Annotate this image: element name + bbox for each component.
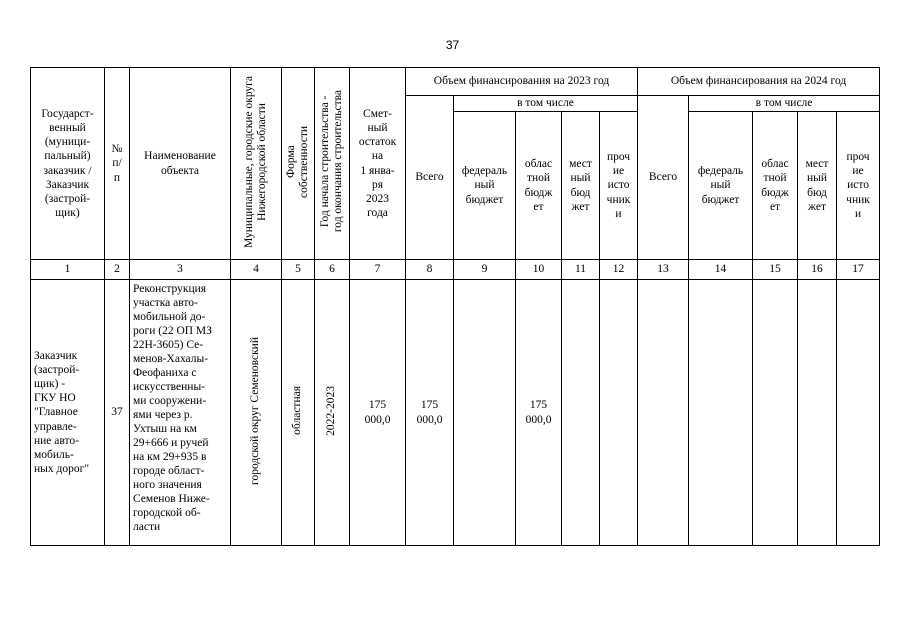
page-number: 37 (445, 38, 460, 52)
header-other-2023: проч ие исто чник и (600, 112, 638, 260)
row-regional-2024 (753, 280, 798, 546)
financing-table (30, 67, 880, 546)
row-local-2024 (798, 280, 837, 546)
col-num: 13 (638, 260, 689, 280)
col-num: 14 (689, 260, 753, 280)
header-incl-2023: в том числе (454, 96, 638, 112)
row-customer: Заказчик (застрой- щик) - ГКУ НО "Главное управле- ние авто- мобиль- ных дорог" (31, 280, 105, 546)
col-num: 4 (231, 260, 282, 280)
row-years: 2022-2023 (315, 280, 350, 546)
col-num: 9 (454, 260, 516, 280)
row-federal-2023 (454, 280, 516, 546)
col-num: 2 (105, 260, 130, 280)
row-ownership: областная (282, 280, 315, 546)
header-local-2023: мест ный бюд жет (562, 112, 600, 260)
table-row (31, 280, 880, 546)
header-number: № п/ п (105, 68, 130, 260)
col-num: 7 (350, 260, 406, 280)
col-num: 5 (282, 260, 315, 280)
header-federal-2024: федераль ный бюджет (689, 112, 753, 260)
row-estimate: 175 000,0 (350, 280, 406, 546)
header-years: Год начала строительства - год окончания строительства (315, 68, 350, 260)
row-other-2023 (600, 280, 638, 546)
row-total-2024 (638, 280, 689, 546)
header-ownership: Форма собственности (282, 68, 315, 260)
row-other-2024 (837, 280, 880, 546)
row-total-2023: 175 000,0 (406, 280, 454, 546)
column-number-row (31, 260, 880, 280)
col-num: 10 (516, 260, 562, 280)
row-number: 37 (105, 280, 130, 546)
header-regional-2024: облас тной бюдж ет (753, 112, 798, 260)
header-municipality: Муниципальные, городские округа Нижегородской области (231, 68, 282, 260)
header-object-name: Наименование объекта (130, 68, 231, 260)
col-num: 11 (562, 260, 600, 280)
header-total-2024: Всего (638, 96, 689, 260)
row-municipality: городской округ Семеновский (231, 280, 282, 546)
header-total-2023: Всего (406, 96, 454, 260)
row-local-2023 (562, 280, 600, 546)
col-num: 1 (31, 260, 105, 280)
col-num: 6 (315, 260, 350, 280)
header-fin-2024: Объем финансирования на 2024 год (638, 68, 880, 96)
col-num: 12 (600, 260, 638, 280)
header-federal-2023: федераль ный бюджет (454, 112, 516, 260)
row-object-name: Реконструкция участка авто- мобильной до- роги (22 ОП МЗ 22Н-3605) Се- менов-Хахалы- Феофаниха с искусственны- ми сооружени- ями через р. Ухтыш на км 29+666 и ручей на км 29+935 в городе област- ного значения Семенов Ниже- городской об- ласти (130, 280, 231, 546)
row-federal-2024 (689, 280, 753, 546)
row-regional-2023: 175 000,0 (516, 280, 562, 546)
header-other-2024: проч ие исто чник и (837, 112, 880, 260)
col-num: 8 (406, 260, 454, 280)
col-num: 3 (130, 260, 231, 280)
col-num: 16 (798, 260, 837, 280)
col-num: 15 (753, 260, 798, 280)
header-customer: Государст- венный (муници- пальный) заказчик / Заказчик (застрой- щик) (31, 68, 105, 260)
col-num: 17 (837, 260, 880, 280)
header-estimate: Смет- ный остаток на 1 янва- ря 2023 года (350, 68, 406, 260)
header-fin-2023: Объем финансирования на 2023 год (406, 68, 638, 96)
header-incl-2024: в том числе (689, 96, 880, 112)
header-local-2024: мест ный бюд жет (798, 112, 837, 260)
header-regional-2023: облас тной бюдж ет (516, 112, 562, 260)
